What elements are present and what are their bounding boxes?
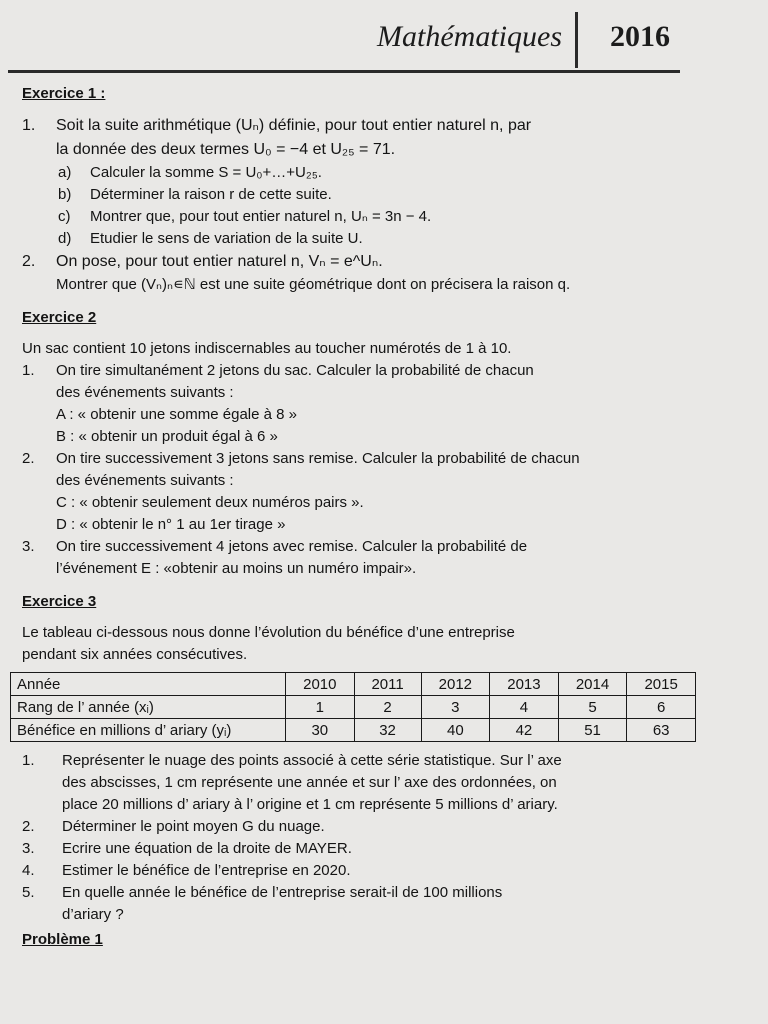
- ex3-q1-line1: Représenter le nuage des points associé à cette série statistique. Sur l’ axe: [62, 752, 562, 769]
- ex3-q1-line3: place 20 millions d’ ariary à l’ origine et 1 cm représente 5 millions d’ ariary.: [62, 796, 558, 813]
- table-row-year: [11, 673, 696, 696]
- table-cell: 51: [558, 719, 627, 742]
- ex1-q1-line2: la donnée des deux termes U₀ = −4 et U₂₅ = 71.: [56, 141, 396, 158]
- header-separator: [575, 12, 578, 68]
- ex2-intro: Un sac contient 10 jetons indiscernables au toucher numérotés de 1 à 10.: [22, 340, 512, 357]
- table-cell: 1: [286, 696, 355, 719]
- ex1-question-1: [22, 114, 682, 162]
- ex1-q1c-text: Montrer que, pour tout entier naturel n, Uₙ = 3n − 4.: [90, 208, 432, 225]
- ex3-q5-line1: En quelle année le bénéfice de l’entreprise serait-il de 100 millions: [62, 884, 503, 901]
- ex3-question-5: [22, 882, 682, 926]
- exercice-1-title: Exercice 1 :: [22, 85, 106, 102]
- exam-content: [17, 82, 682, 952]
- table-cell: 32: [354, 719, 421, 742]
- table-cell: 30: [286, 719, 355, 742]
- item-number: 3.: [22, 538, 35, 555]
- table-cell: 63: [627, 719, 696, 742]
- exercice-3-title: Exercice 3: [22, 593, 97, 610]
- item-number: 1.: [22, 117, 36, 134]
- table-cell: 40: [421, 719, 490, 742]
- ex1-q1-line1: Soit la suite arithmétique (Uₙ) définie, pour tout entier naturel n, par: [56, 117, 532, 134]
- ex1-question-2: [22, 250, 682, 296]
- table-cell: 2: [354, 696, 421, 719]
- table-cell: 3: [421, 696, 490, 719]
- table-cell: 2011: [354, 673, 421, 696]
- item-number: 3.: [22, 840, 35, 857]
- ex2-question-1: [22, 360, 682, 448]
- item-number: 4.: [22, 862, 35, 879]
- ex1-q2-line1: On pose, pour tout entier naturel n, Vₙ = e^Uₙ.: [56, 253, 383, 270]
- table-cell: 2014: [558, 673, 627, 696]
- item-number: 2.: [22, 818, 35, 835]
- ex2-q3-line2: l’événement E : «obtenir au moins un numéro impair».: [56, 560, 417, 577]
- item-number: 1.: [22, 752, 35, 769]
- row-label: Bénéfice en millions d’ ariary (yᵢ): [11, 719, 286, 742]
- table-cell: 42: [490, 719, 559, 742]
- ex2-question-2: [22, 448, 682, 536]
- ex2-q1-line1: On tire simultanément 2 jetons du sac. Calculer la probabilité de chacun: [56, 362, 534, 379]
- ex1-q2-line2: Montrer que (Vₙ)ₙ∊ℕ est une suite géométrique dont on précisera la raison q.: [56, 276, 571, 293]
- ex2-question-3: [22, 536, 682, 580]
- table-cell: 6: [627, 696, 696, 719]
- item-number: 2.: [22, 253, 36, 270]
- ex1-q1b: [22, 184, 682, 206]
- ex3-question-3: [22, 838, 682, 860]
- ex3-q2-text: Déterminer le point moyen G du nuage.: [62, 818, 325, 835]
- subject-title: Mathématiques: [377, 20, 562, 53]
- row-label: Rang de l’ année (xᵢ): [11, 696, 286, 719]
- item-number: 1.: [22, 362, 35, 379]
- item-number: 2.: [22, 450, 35, 467]
- exercice-2-title: Exercice 2: [22, 309, 97, 326]
- ex3-q5-line2: d’ariary ?: [62, 906, 124, 923]
- benefit-table: [10, 672, 696, 742]
- ex1-q1c: [22, 206, 682, 228]
- ex1-q1a: [22, 162, 682, 184]
- ex3-question-4: [22, 860, 682, 882]
- event-a: A : « obtenir une somme égale à 8 »: [56, 406, 297, 423]
- table-cell: 4: [490, 696, 559, 719]
- probleme-1-title: Problème 1: [22, 931, 103, 948]
- table-cell: 2013: [490, 673, 559, 696]
- ex3-q1-line2: des abscisses, 1 cm représente une année et sur l’ axe des ordonnées, on: [62, 774, 557, 791]
- ex2-q3-line1: On tire successivement 4 jetons avec remise. Calculer la probabilité de: [56, 538, 528, 555]
- item-number: 5.: [22, 884, 35, 901]
- event-d: D : « obtenir le n° 1 au 1er tirage »: [56, 516, 286, 533]
- event-c: C : « obtenir seulement deux numéros pairs ».: [56, 494, 364, 511]
- ex3-intro-line1: Le tableau ci-dessous nous donne l’évolution du bénéfice d’une entreprise: [22, 624, 515, 641]
- ex3-question-1: [22, 750, 682, 816]
- ex2-q1-line2: des événements suivants :: [56, 384, 234, 401]
- item-letter: c): [58, 208, 71, 225]
- ex1-q1b-text: Déterminer la raison r de cette suite.: [90, 186, 332, 203]
- table-row-rank: [11, 696, 696, 719]
- table-cell: 5: [558, 696, 627, 719]
- ex3-question-2: [22, 816, 682, 838]
- exam-year: 2016: [610, 20, 670, 53]
- ex2-q2-line1: On tire successivement 3 jetons sans remise. Calculer la probabilité de chacun: [56, 450, 580, 467]
- page-header: [8, 12, 680, 73]
- table-cell: 2010: [286, 673, 355, 696]
- item-letter: b): [58, 186, 72, 203]
- ex3-q4-text: Estimer le bénéfice de l’entreprise en 2020.: [62, 862, 351, 879]
- item-letter: d): [58, 230, 72, 247]
- table-cell: 2012: [421, 673, 490, 696]
- ex1-q1d-text: Etudier le sens de variation de la suite U.: [90, 230, 363, 247]
- event-b: B : « obtenir un produit égal à 6 »: [56, 428, 278, 445]
- ex3-intro-line2: pendant six années consécutives.: [22, 646, 248, 663]
- row-label: Année: [11, 673, 286, 696]
- table-cell: 2015: [627, 673, 696, 696]
- ex1-q1a-text: Calculer la somme S = U₀+…+U₂₅.: [90, 164, 322, 181]
- ex3-q3-text: Ecrire une équation de la droite de MAYER.: [62, 840, 352, 857]
- table-row-profit: [11, 719, 696, 742]
- ex1-q1d: [22, 228, 682, 250]
- ex2-q2-line2: des événements suivants :: [56, 472, 234, 489]
- item-letter: a): [58, 164, 72, 181]
